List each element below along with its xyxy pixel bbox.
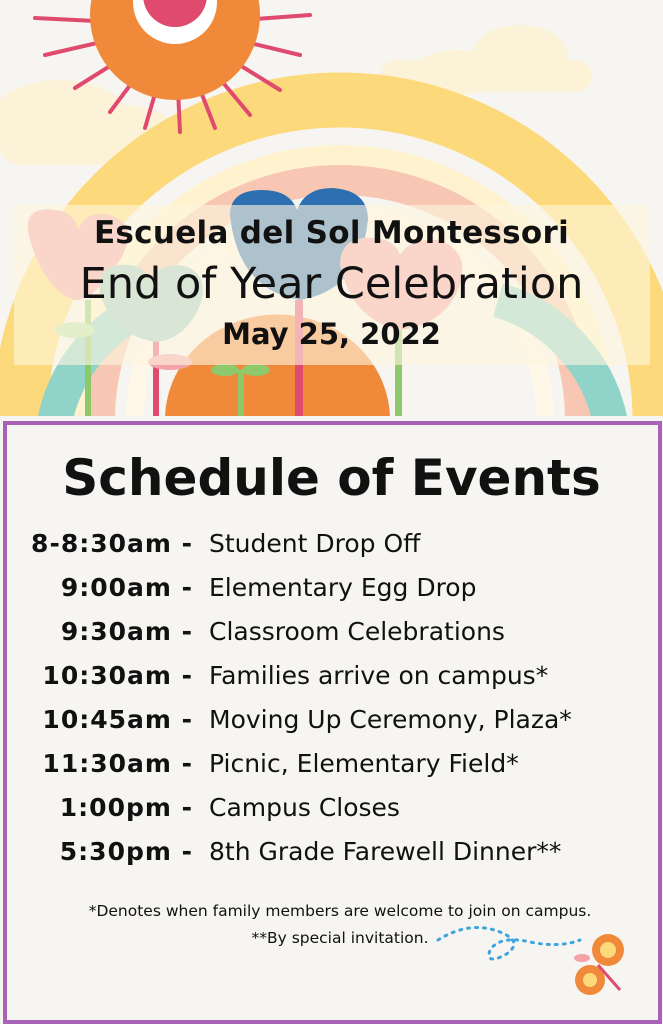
schedule-time: 9:00am - <box>60 573 193 602</box>
title-block <box>0 210 663 356</box>
schedule-row <box>0 701 663 745</box>
event-date: May 25, 2022 <box>222 317 441 351</box>
schedule-row <box>0 833 663 877</box>
schedule-time: 5:30pm - <box>59 837 193 866</box>
butterfly-icon <box>430 920 650 1010</box>
schedule-row <box>0 613 663 657</box>
invitation-note: **By special invitation. <box>251 929 429 947</box>
schedule-time: 10:30am - <box>42 661 193 690</box>
schedule-time: 1:00pm - <box>59 793 193 822</box>
schedule-event: Campus Closes <box>209 793 400 822</box>
schedule-event: Picnic, Elementary Field* <box>209 749 519 778</box>
family-welcome-note: *Denotes when family members are welcome to join on campus. <box>88 902 592 920</box>
schedule-time: 11:30am - <box>42 749 193 778</box>
schedule-heading: Schedule of Events <box>62 449 601 507</box>
schedule-event: 8th Grade Farewell Dinner** <box>209 837 562 866</box>
schedule-time: 10:45am - <box>42 705 193 734</box>
schedule-row <box>0 525 663 569</box>
schedule-row <box>0 745 663 789</box>
event-title: End of Year Celebration <box>79 259 584 309</box>
schedule-event: Families arrive on campus* <box>209 661 549 690</box>
schedule-event: Classroom Celebrations <box>209 617 505 646</box>
schedule-event: Student Drop Off <box>209 529 421 558</box>
schedule-row <box>0 569 663 613</box>
schedule-time: 8-8:30am - <box>31 529 193 558</box>
schedule-row <box>0 657 663 701</box>
schedule-time: 9:30am - <box>60 617 193 646</box>
schedule-row <box>0 789 663 833</box>
schedule-event: Elementary Egg Drop <box>209 573 477 602</box>
schedule-event: Moving Up Ceremony, Plaza* <box>209 705 572 734</box>
school-name: Escuela del Sol Montessori <box>93 215 570 251</box>
schedule-list <box>0 525 663 877</box>
